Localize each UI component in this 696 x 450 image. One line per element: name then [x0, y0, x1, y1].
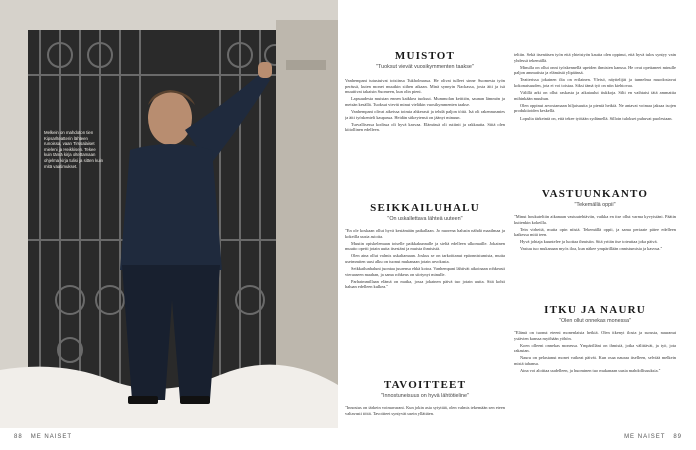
- paragraph: Tein virheitä, mutta opin niistä. Tekemällä oppii, ja sama periaate pätee edelleen kaikessa mitä teen.: [514, 226, 676, 238]
- paragraph: Seikkailunhaluni juontaa juurensa ehkä kotoa. Vanhempani lähtivät aikoinaan rohkeasti vieraaseen maahan, ja sama rohkeus on siirtynyt minulle.: [345, 266, 505, 277]
- folio-left: [14, 434, 72, 440]
- paragraph: "En ole koskaan ollut hyvä kestämään paikallaan. Jo nuorena halusin nähdä maailmaa ja kokeilla uusia asioita.: [345, 228, 505, 239]
- section-vastuunkanto-body: [514, 214, 676, 296]
- section-muistot-heading: [345, 50, 505, 76]
- section-itku-heading: [514, 304, 676, 330]
- paragraph: "Innostus on tärkein voimavarani. Kun jokin asia sytyttää, olen valmis tekemään sen eteen valtavasti töitä. Tavoitteet syntyvät usein yllättäen.: [345, 405, 505, 416]
- paragraph: Välillä arki on ollut raskasta ja aikataulut tiukkoja. Silti en vaihtaisi tätä ammattia mihinkään muuhun.: [514, 90, 676, 101]
- section-title-vastuunkanto: VASTUUNKANTO: [541, 188, 649, 200]
- paragraph: "Minut houkuteltiin aikanaan vastuutehtäviin, vaikka en itse ollut varma kyvyistäni. Päätin kuitenkin kokeilla.: [514, 214, 676, 225]
- section-tavoitteet-heading: [345, 379, 505, 405]
- section-subtitle-tavoitteet: "Innostuneisuus on hyvä lähtötieline": [381, 393, 469, 399]
- paragraph: Nauru on pelastanut monet vaikeat päivät. Kun osaa nauraa itselleen, selviää melkein mistä tahansa.: [514, 355, 676, 367]
- paragraph: Parhaimmillaan elämä on matka, jossa jokainen päivä tuo jotain uutta. Sitä kohti haluan edelleen kulkea.": [345, 278, 505, 290]
- paragraph: Teatterissa jokainen ilta on erilainen. Yleisö, näyttelijät ja tunnelma muodostavat kokonaisuuden, jota ei voi toistaa. Siksi tämä työ on niin kiehtovaa.: [514, 77, 676, 89]
- section-seikkailuhalu-body: [345, 228, 505, 370]
- continued-text-body: [514, 52, 676, 180]
- section-title-itku: ITKU JA NAURU: [544, 304, 646, 316]
- section-muistot-body: [345, 78, 505, 193]
- section-subtitle-muistot: "Tuoksut vievät vuosikymmenten taakse": [376, 64, 474, 70]
- paragraph: teltiin. Sekä itsenäisen työn että yhteistyön kautta olen oppinut, että hyvä tulos syntyy vain yhdessä tekemällä.: [514, 52, 676, 63]
- paragraph: Aina voi aloittaa uudelleen, ja huominen tuo mukanaan uusia mahdollisuuksia.": [520, 368, 661, 374]
- paragraph: Olen oppinut arvostamaan hiljaisuutta ja pieniä hetkiä. Ne antavat voimaa jaksaa isojen produktioiden keskellä.: [514, 102, 676, 114]
- section-seikkailuhalu-heading: [345, 202, 505, 228]
- page-number-right: 89: [673, 434, 682, 440]
- paragraph: Minulla on ollut onni työskennellä upeiden ihmisten kanssa. He ovat opettaneet minulle paljon ammatista ja elämästä ylipäänsä.: [514, 64, 676, 76]
- paragraph: Hyvä johtaja kuuntelee ja luottaa ihmisiin. Sitä yritän itse toteuttaa joka päivä.: [520, 239, 658, 245]
- portrait-photo: [0, 0, 338, 428]
- section-subtitle-itku: "Olen ollut onnekas monessa": [559, 318, 631, 324]
- paragraph: Lapsuudesta muistan ennen kaikkea tuoksut. Mummolan keittiön, saunan lämmön ja metsän kesällä. Tuoksut vievät minut vieläkin vuosikymmenten taakse.: [345, 96, 505, 108]
- magazine-name-right: ME NAISET: [624, 434, 666, 440]
- section-vastuunkanto-heading: [514, 188, 676, 214]
- section-title-muistot: MUISTOT: [394, 50, 456, 62]
- paragraph: Muutin opiskelemaan toiselle paikkakunnalle ja sieltä edelleen ulkomaille. Jokainen muutto opetti jotain uutta itsestäni ja muista ihmisistä.: [345, 240, 505, 252]
- paragraph: Vanhempani olivat aikeissa toimia ahkerasti ja tehdä paljon töitä. Isä oli rakennusmies ja äiti työskenteli kaupassa. Heidän sitkeytensä on jäänyt minuun.: [345, 109, 505, 120]
- section-itku-body: [514, 330, 676, 428]
- paragraph: Vastuu tuo mukanaan myös iloa, kun näkee ympärillään onnistumisia ja kasvua.": [520, 246, 663, 252]
- folio-right: [624, 434, 682, 440]
- photo-illustration: [0, 0, 338, 428]
- paragraph: "Elämä on tuonut eteeni monenlaisia hetkiä. Olen itkenyt ilosta ja surusta, nauranut ystävien kanssa myöhään yöhön.: [514, 330, 676, 341]
- paragraph: Turvallisessa kodissa oli hyvä kasvaa. Elämässä oli rutiinit ja rakkautta. Siitä olen kiitollinen edelleen.: [345, 121, 505, 133]
- paragraph: Koen olleeni onnekas monessa. Ympärilläni on ihmisiä, jotka välittävät, ja työ, jota rakastan.: [514, 342, 676, 354]
- section-tavoitteet-body: [345, 405, 505, 435]
- section-subtitle-vastuunkanto: "Tekemällä oppii": [574, 202, 616, 208]
- paragraph: Vanhempani tutustuivat toisiinsa Tukholmassa. He olivat tulleet sinne Suomesta työn perässä, kuten monet muutkin siihen aikaan. Minä synnyin Nackassa, josta äiti ja isä muuttivat takaisin Suomeen, kun olin pieni.: [345, 78, 505, 95]
- photo-caption: Melkein on mahdoton tien Kipsarlteatterin lähteen runoissa, vaan Tirssalaiset mieleni ja Heikkisen. Tekee kuin tämä kirja oltettamaan ohjelma kirja tulisi ja sitten kuin mitä vaatimukset.: [44, 130, 103, 169]
- page-number-left: 88: [14, 434, 23, 440]
- section-title-tavoitteet: TAVOITTEET: [383, 379, 467, 391]
- section-title-seikkailuhalu: SEIKKAILUHALU: [370, 202, 480, 214]
- paragraph: Olen aina ollut valmis uskaltamaan. Joskus se on tarkoittanut epäonnistumista, mutta useimmiten uusi alku on tuonut mukanaan jotain arvokasta.: [345, 253, 505, 265]
- paragraph: Lopulta tärkeintä on, että tekee työtään sydämellä. Silloin tulokset puhuvat puolestaan.: [520, 115, 673, 121]
- magazine-name-left: ME NAISET: [30, 434, 73, 440]
- section-subtitle-seikkailuhalu: "On uskallettava lähteä uuteen": [387, 216, 463, 222]
